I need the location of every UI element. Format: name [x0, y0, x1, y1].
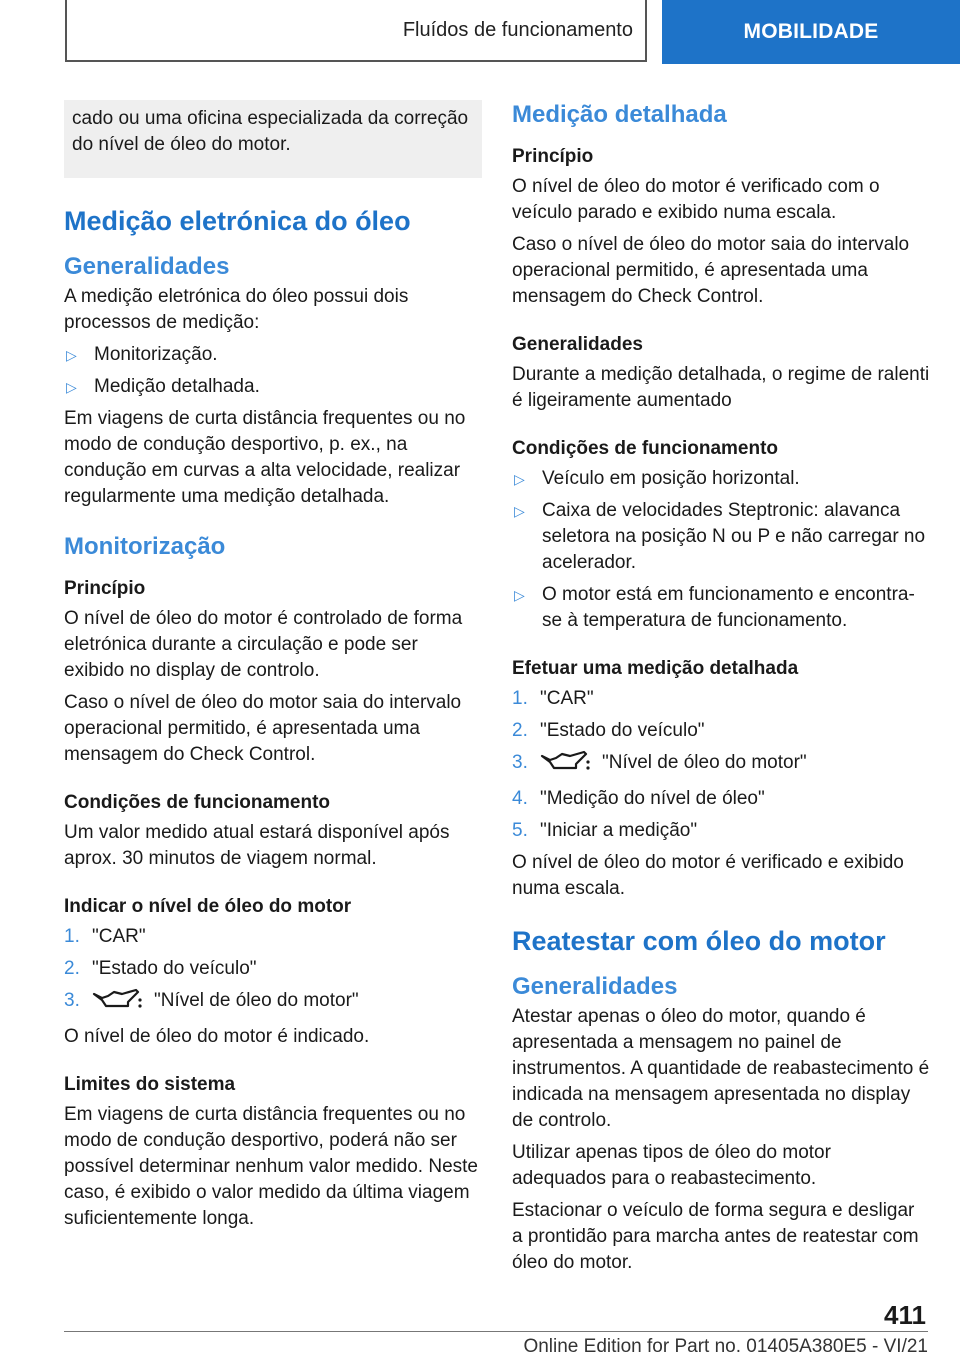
paragraph: O nível de óleo do motor é verificado e exibido numa escala. — [512, 852, 904, 899]
paragraph: O nível de óleo do motor é indicado. — [64, 1026, 370, 1047]
heading-monitorizacao: Monitorização — [64, 533, 226, 560]
subheading-principio: Princípio — [512, 146, 594, 167]
heading-reatestar: Reatestar com óleo do motor — [512, 926, 886, 956]
list-item: ▷ Caixa de velocidades Steptronic: alavanca seletora na posição N ou P e não carregar no acelerador. — [514, 500, 926, 573]
paragraph: Atestar apenas o óleo do motor, quando é apresentada a mensagem no painel de instrumentos. A quantidade de reabastecimento é indicada na mensagem apresentada no display de controlo. — [512, 1006, 930, 1131]
subheading-efetuar: Efetuar uma medição detalhada — [512, 658, 799, 679]
triangle-right-icon: ▷ — [514, 587, 525, 603]
heading-medicao-eletronica: Medição eletrónica do óleo — [64, 206, 411, 236]
oil-can-icon — [92, 988, 144, 1018]
list-item: 4. "Medição do nível de óleo" — [512, 788, 765, 809]
bullet-list — [512, 466, 930, 634]
heading-generalidades: Generalidades — [512, 973, 678, 1000]
chapter-tab[interactable]: MOBILIDADE — [662, 0, 960, 64]
paragraph: A medição eletrónica do óleo possui dois processos de medição: — [64, 286, 409, 333]
heading-generalidades: Generalidades — [64, 253, 230, 280]
paragraph: Em viagens de curta distância frequentes ou no modo de condução desportivo, poderá não ser possível determinar nenhum valor medido. Neste caso, é exibido o valor medido da última viagem suficientemente longa. — [64, 1104, 478, 1229]
list-item: ▷ O motor está em funcionamento e encontra-se à temperatura de funcionamento. — [514, 584, 915, 631]
list-item: ▷ Medição detalhada. — [64, 374, 482, 400]
right-column — [512, 100, 930, 1282]
triangle-right-icon: ▷ — [514, 503, 525, 519]
triangle-right-icon: ▷ — [66, 347, 77, 363]
list-item: 1. "CAR" — [512, 688, 594, 709]
page-header — [0, 0, 960, 66]
heading-medicao-detalhada: Medição detalhada — [512, 101, 727, 128]
footer-edition: Online Edition for Part no. 01405A380E5 - VI/21 — [523, 1336, 928, 1357]
note-box: cado ou uma oficina especializada da correção do nível de óleo do motor. — [64, 100, 482, 178]
paragraph: Durante a medição detalhada, o regime de ralenti é ligeiramente aumentado — [512, 364, 930, 411]
subheading-condicoes: Condições de funcionamento — [64, 792, 331, 813]
list-item: 2. "Estado do veículo" — [64, 958, 257, 979]
paragraph: Utilizar apenas tipos de óleo do motor adequados para o reabastecimento. — [512, 1142, 831, 1189]
bullet-list — [64, 342, 482, 400]
steps-list — [64, 924, 482, 1018]
list-item: 1. "CAR" — [64, 926, 146, 947]
paragraph: Um valor medido atual estará disponível após aprox. 30 minutos de viagem normal. — [64, 822, 450, 869]
section-title: Fluídos de funcionamento — [65, 0, 647, 62]
paragraph: O nível de óleo do motor é controlado de forma eletrónica durante a circulação e pode ser exibido no display de controlo. — [64, 608, 463, 681]
footer-divider — [64, 1331, 928, 1332]
subheading-principio: Princípio — [64, 578, 146, 599]
subheading-condicoes: Condições de funcionamento — [512, 438, 779, 459]
paragraph: Em viagens de curta distância frequentes ou no modo de condução desportivo, p. ex., na condução em curvas a alta velocidade, realizar regularmente uma medição detalhada. — [64, 408, 466, 507]
triangle-right-icon: ▷ — [66, 379, 77, 395]
subheading-limites: Limites do sistema — [64, 1074, 236, 1095]
list-item: ▷ Monitorização. — [64, 342, 482, 368]
steps-list — [512, 686, 930, 844]
list-item: 3. "Nível de óleo do motor" — [64, 988, 482, 1018]
paragraph: Caso o nível de óleo do motor saia do intervalo operacional permitido, é apresentada uma mensagem do Check Control. — [64, 692, 462, 765]
left-column — [64, 100, 482, 1238]
paragraph: Estacionar o veículo de forma segura e desligar a prontidão para marcha antes de reatestar com óleo do motor. — [512, 1200, 919, 1273]
subheading-indicar: Indicar o nível de óleo do motor — [64, 896, 352, 917]
list-item: 3. "Nível de óleo do motor" — [512, 750, 930, 780]
triangle-right-icon: ▷ — [514, 471, 525, 487]
list-item: 5. "Iniciar a medição" — [512, 820, 698, 841]
list-item: ▷ Veículo em posição horizontal. — [512, 466, 930, 492]
paragraph: O nível de óleo do motor é verificado com o veículo parado e exibido numa escala. — [512, 176, 880, 223]
oil-can-icon — [540, 750, 592, 780]
list-item: 2. "Estado do veículo" — [512, 720, 705, 741]
page-number: 411 — [884, 1300, 926, 1330]
subheading-generalidades: Generalidades — [512, 334, 643, 355]
paragraph: Caso o nível de óleo do motor saia do intervalo operacional permitido, é apresentada uma mensagem do Check Control. — [512, 234, 910, 307]
